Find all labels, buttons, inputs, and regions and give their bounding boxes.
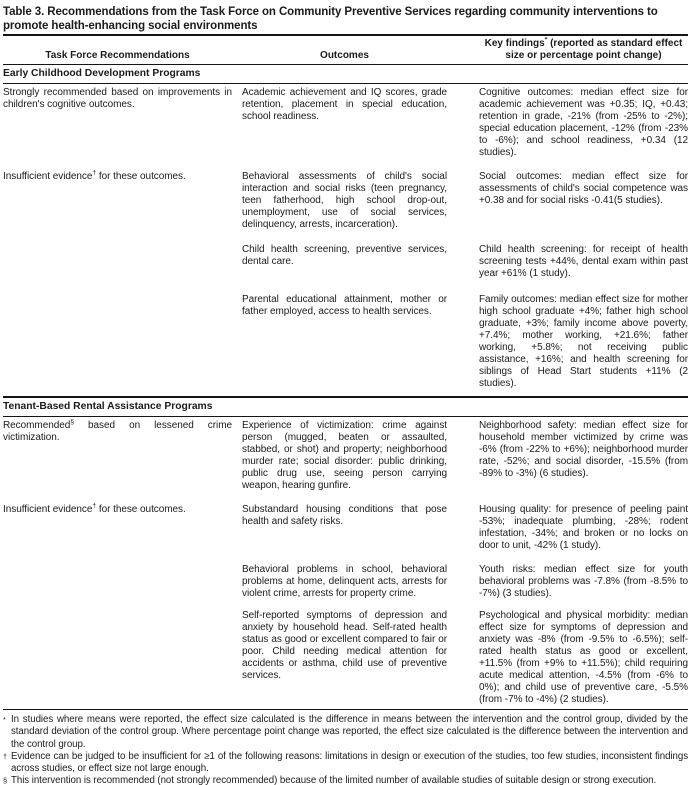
cell-finding: Housing quality: for presence of peeling paint -53%; inadequate plumbing, -28%; rodent infestation, -34%; and broken or no locks on door to unit, -42% (1 study). — [479, 504, 688, 551]
footnote-text: Evidence can be judged to be insufficient for ≥1 of the following reasons: limitations in design or execution of the studies, too few studies, inconsistent findings across studies, or effect size not large enough. — [11, 750, 688, 775]
title-divider — [3, 34, 688, 36]
section-header-tenant-based: Tenant-Based Rental Assistance Programs — [3, 401, 213, 412]
cell-outcome: Child health screening, preventive services, dental care. — [242, 244, 447, 267]
cell-outcome: Behavioral problems in school, behavioral problems at home, delinquent acts, arrests for violent crime, arrests for property crime. — [242, 564, 447, 599]
cell-recommendation: Strongly recommended based on improvements in children's cognitive outcomes. — [3, 87, 232, 110]
footnote-divider — [3, 709, 688, 710]
table-row — [3, 420, 688, 492]
cell-recommendation: Recommended§ based on lessened crime victimization. — [3, 418, 232, 443]
footnote-marker: § — [3, 776, 8, 785]
cell-outcome: Substandard housing conditions that pose health and safety risks. — [242, 504, 447, 527]
section-divider — [3, 416, 688, 417]
column-header-row — [3, 38, 688, 64]
cell-outcome: Experience of victimization: crime against person (mugged, beaten or assaulted, stabbed, or shot) and property; neighborhood murder rate; social disorder: public drinking, public drug use, seeing person carrying weapon, hearing gunfire. — [242, 420, 447, 491]
cell-outcome: Academic achievement and IQ scores, grade retention, placement in special education, school readiness. — [242, 87, 447, 122]
section-divider — [3, 83, 688, 84]
cell-outcome: Parental educational attainment, mother or father employed, access to health services. — [242, 294, 447, 317]
table-row — [3, 610, 688, 706]
cell-recommendation — [3, 244, 232, 280]
cell-recommendation — [3, 610, 232, 706]
table-row — [3, 244, 688, 280]
cell-finding: Youth risks: median effect size for youth behavioral problems was -7.8% (from -8.5% to -7%) (3 studies). — [479, 564, 688, 599]
footnotes — [3, 714, 688, 785]
cell-recommendation: Insufficient evidence† for these outcomes. — [3, 502, 186, 515]
cell-finding: Psychological and physical morbidity: median effect size for symptoms of depression and anxiety was -8% (from -9.5% to -6.5%); self-rated health status as good or excellent, +11.5% (from +9% to +11.5%); child requiring acute medical attention, -4.5% (from -6% to 0%); and child use of preventive care, -5.5% (from -7% to -4%) (2 studies). — [479, 610, 688, 705]
cell-recommendation: Insufficient evidence† for these outcomes. — [3, 169, 186, 182]
footnote-marker: † — [3, 751, 8, 761]
column-header-recommendations: Task Force Recommendations — [45, 50, 190, 61]
cell-finding: Child health screening: for receipt of health screening tests +44%, dental exam within past year +61% (1 study). — [479, 244, 688, 279]
column-header-key-findings: Key findings* (reported as standard effect size or percentage point change) — [484, 36, 683, 61]
cell-finding: Family outcomes: median effect size for mother high school graduate +4%; father high school graduate, +3%; family income above poverty, +7.4%; mother working, +21.6%; father working, +5.8%; not receiving public assistance, +16%; and health screening for siblings of Head Start students +11% (2 studies). — [479, 294, 688, 389]
table-row — [3, 171, 688, 231]
cell-finding: Social outcomes: median effect size for assessments of child's social competence was +0.38 and for social risks -0.41(5 studies). — [479, 171, 688, 206]
table-row — [3, 504, 688, 552]
cell-finding: Neighborhood safety: median effect size for household member victimized by crime was -6% (from -22% to +6%); neighborhood murder rate, -52%; and social disorder, -15.5% (from -89% to -3%) (6 studies). — [479, 420, 688, 479]
table-row — [3, 87, 688, 159]
cell-recommendation — [3, 564, 232, 600]
section-header-early-childhood: Early Childhood Development Programs — [3, 68, 201, 79]
table-row — [3, 564, 688, 600]
footnote-text: This intervention is recommended (not strongly recommended) because of the limited number of available studies of suitable design or strong execution. — [11, 775, 657, 785]
cell-recommendation — [3, 294, 232, 390]
footnote-insufficient-evidence — [3, 751, 688, 776]
cell-outcome: Behavioral assessments of child's social interaction and social risks (teen pregnancy, teen fatherhood, high school drop-out, unemployment, use of social services, delinquency, arrests, incarceration). — [242, 171, 447, 230]
footnote-effect-size — [3, 714, 688, 751]
footnote-marker: * — [3, 715, 6, 724]
column-header-outcomes: Outcomes — [320, 50, 369, 61]
cell-finding: Cognitive outcomes: median effect size for academic achievement was +0.35; IQ, +0.43; retention in grade, -21% (from -25% to -2%); special education placement, -12% (from -23% to -6%); and school readiness, +0.34 (12 studies). — [479, 87, 688, 158]
footnote-recommended — [3, 775, 688, 785]
table-row — [3, 294, 688, 390]
footnote-text: In studies where means were reported, the effect size calculated is the difference in means between the intervention and the control group, divided by the standard deviation of the control group. Where percentage point change was reported, the effect size calculated is the difference between the intervention and the control group. — [11, 714, 688, 750]
section-early-childhood-rows — [3, 87, 688, 390]
table-title: Table 3. Recommendations from the Task Force on Community Preventive Services regarding community interventions to promote health-enhancing social environments — [3, 6, 658, 32]
cell-outcome: Self-reported symptoms of depression and anxiety by household head. Self-rated health status as good or excellent compared to fair or poor. Child needing medical attention for accidents or asthma, child use of preventive services. — [242, 610, 447, 681]
section-tenant-based-rows — [3, 420, 688, 706]
